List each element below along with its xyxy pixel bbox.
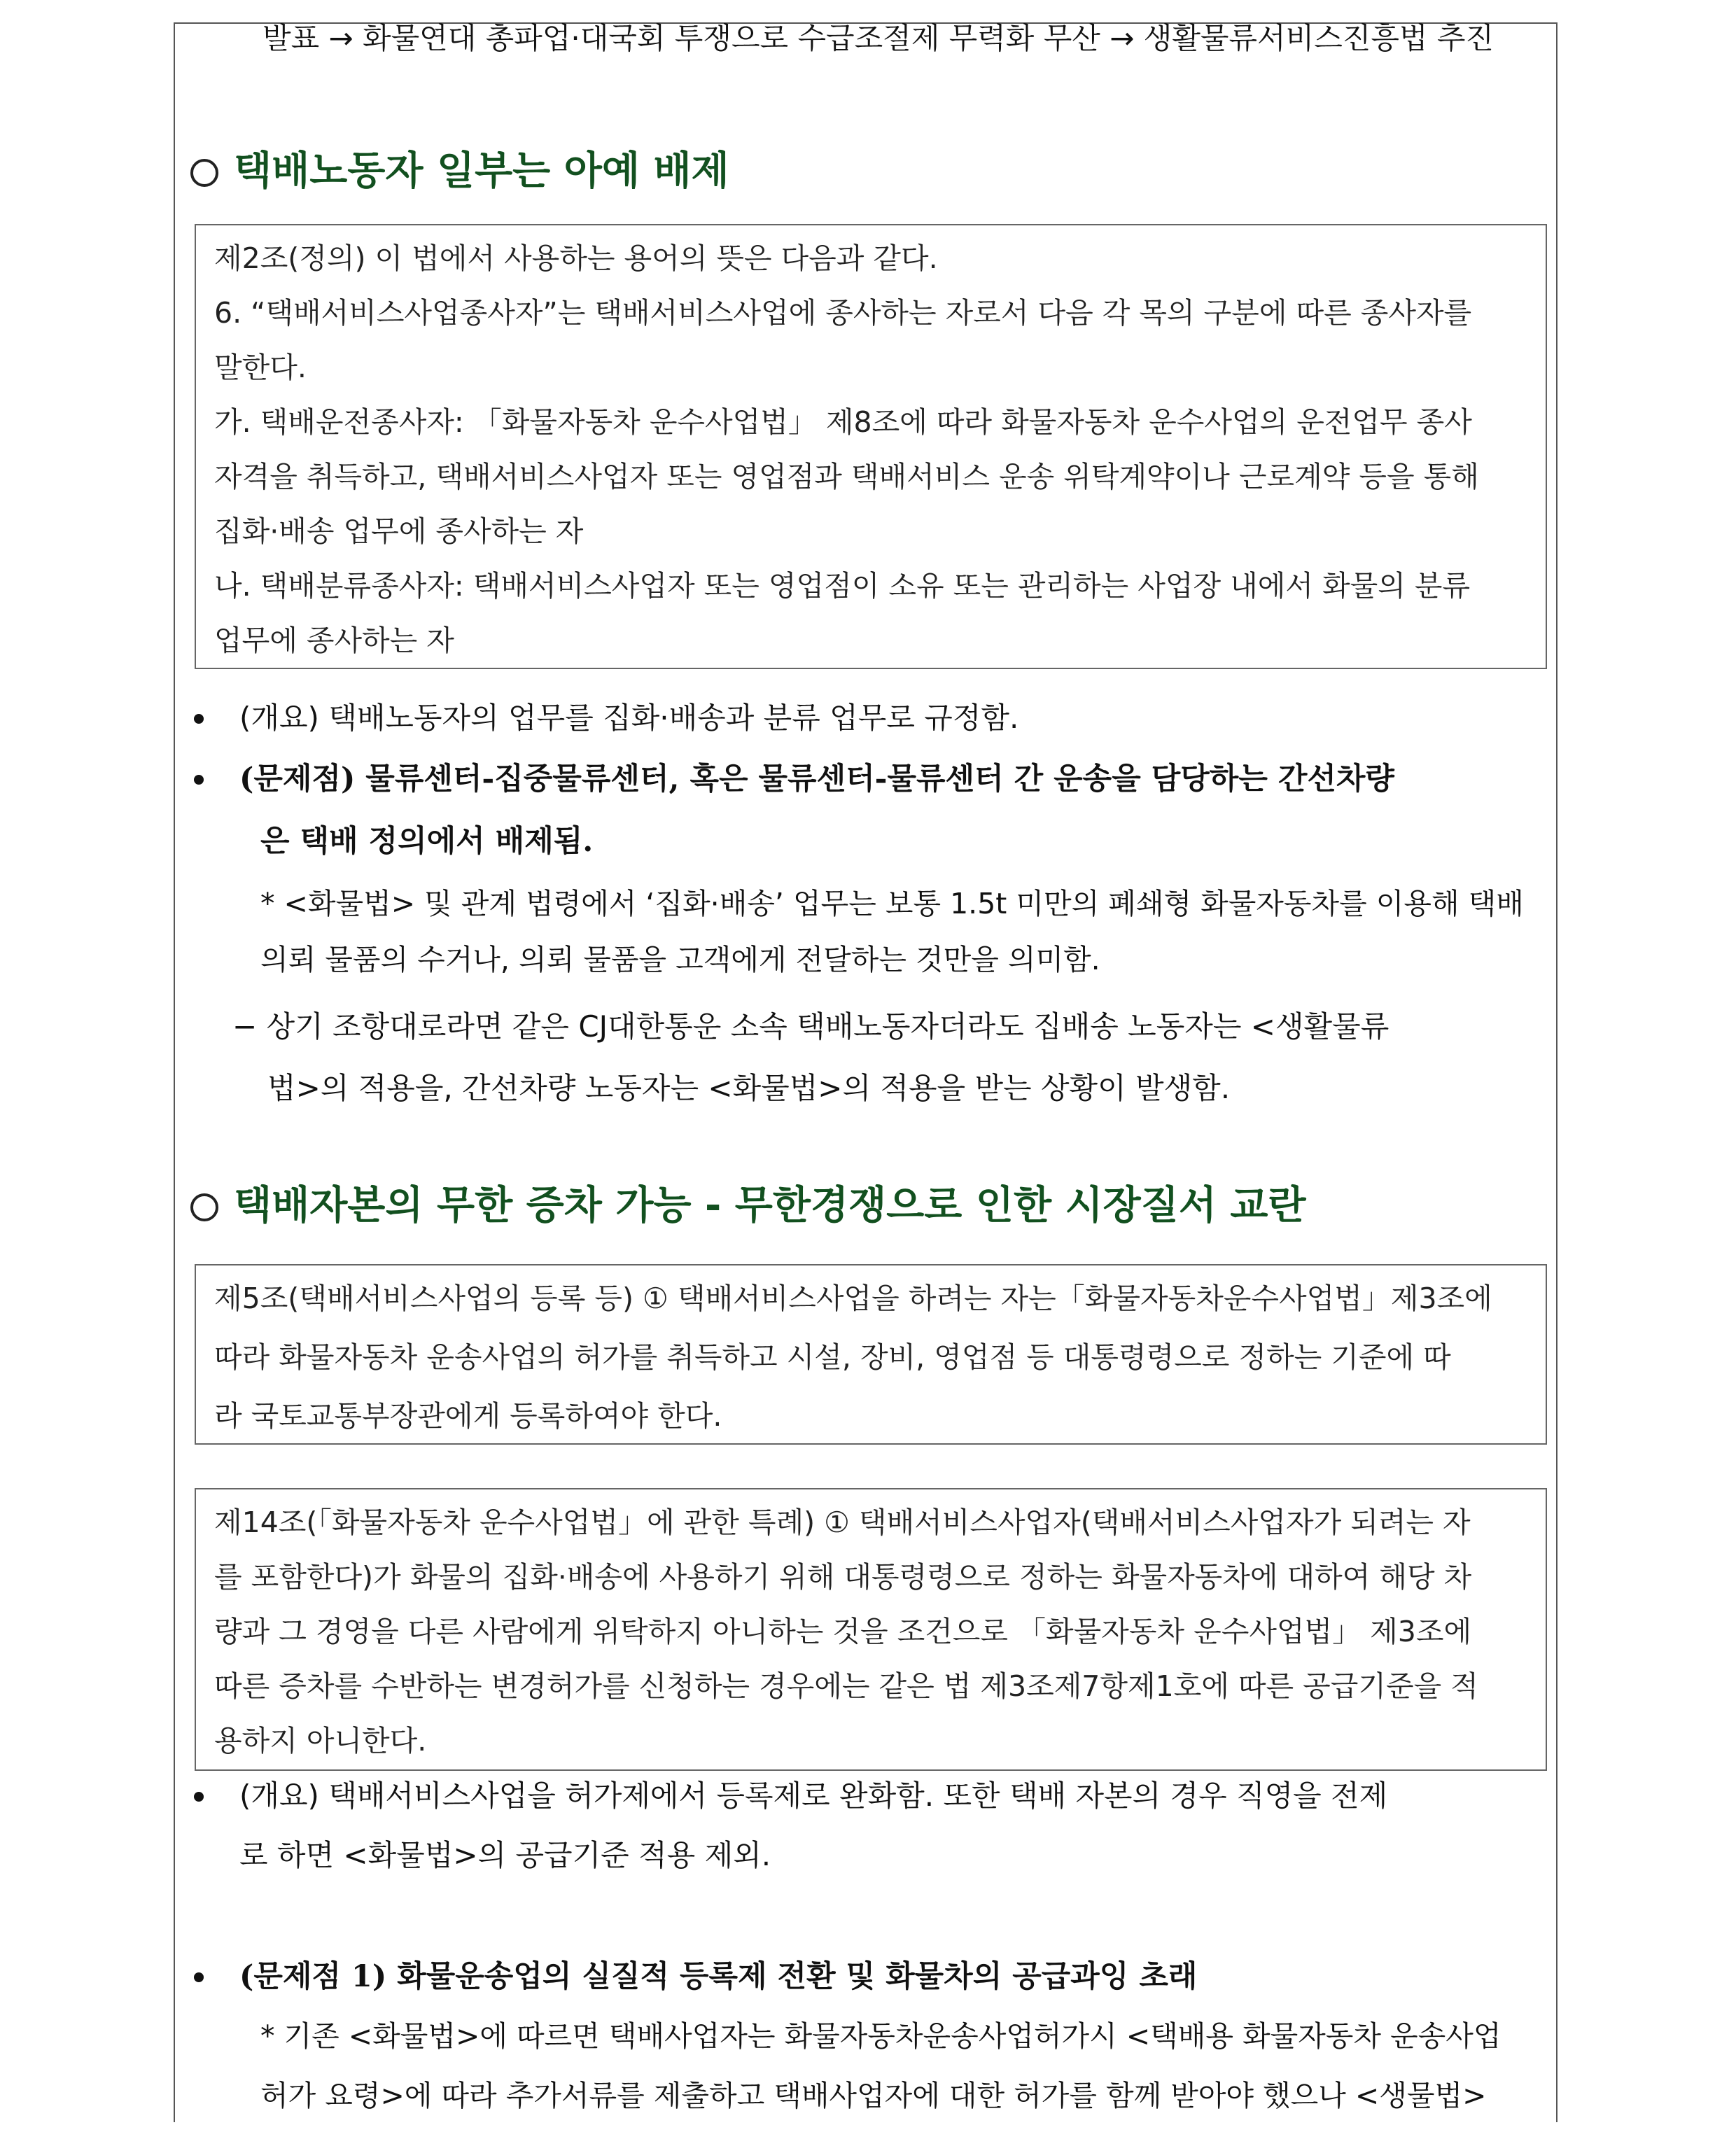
section-heading-1-text: 택배노동자 일부는 아예 배제 [234, 148, 729, 194]
law-line: 따른 증차를 수반하는 변경허가를 신청하는 경우에는 같은 법 제3조제7항제1호에 따른 공급기준을 적 [214, 1669, 1478, 1703]
law-line: 6. “택배서비스사업종사자”는 택배서비스사업에 종사하는 자로서 다음 각 목의 구분에 따른 종사자를 [214, 296, 1472, 330]
law-line: 제5조(택배서비스사업의 등록 등) ① 택배서비스사업을 하려는 자는「화물자동차운수사업법」제3조에 [214, 1282, 1492, 1315]
law-line: 따라 화물자동차 운송사업의 허가를 취득하고 시설, 장비, 영업점 등 대통령령으로 정하는 기준에 따 [214, 1340, 1451, 1374]
bullet-overview-line-1: (개요) 택배서비스사업을 허가제에서 등록제로 완화함. 또한 택배 자본의 경우 직영을 전제 [239, 1779, 1388, 1813]
law-line: 제14조(「화물자동차 운수사업법」에 관한 특례) ① 택배서비스사업자(택배서비스사업자가 되려는 자 [214, 1506, 1471, 1539]
law-line: 를 포함한다)가 화물의 집화·배송에 사용하기 위해 대통령령으로 정하는 화물자동차에 대하여 해당 차 [214, 1560, 1472, 1594]
law-box-article-2 [195, 224, 1547, 669]
footnote-line-1: * 기존 <화물법>에 따르면 택배사업자는 화물자동차운송사업허가시 <택배용 화물자동차 운송사업 [260, 2019, 1502, 2053]
bullet-dot-icon [194, 1792, 204, 1802]
bullet-overview-line-2: 로 하면 <화물법>의 공급기준 적용 제외. [239, 1838, 771, 1872]
law-line: 용하지 아니한다. [214, 1724, 427, 1758]
bullet-dot-icon [194, 714, 204, 724]
section-heading-2 [190, 1181, 1306, 1230]
section-heading-2-text: 택배자본의 무한 증차 가능 - 무한경쟁으로 인한 시장질서 교란 [234, 1183, 1306, 1228]
bullet-overview: (개요) 택배노동자의 업무를 집화·배송과 분류 업무로 규정함. [239, 701, 1019, 735]
law-line: 제2조(정의) 이 법에서 사용하는 용어의 뜻은 다음과 같다. [214, 241, 938, 275]
law-line: 업무에 종사하는 자 [214, 624, 454, 657]
law-line: 나. 택배분류종사자: 택배서비스사업자 또는 영업점이 소유 또는 관리하는 사업장 내에서 화물의 분류 [214, 569, 1471, 603]
footnote-line-2: 의뢰 물품의 수거나, 의뢰 물품을 고객에게 전달하는 것만을 의미함. [260, 943, 1100, 976]
law-line: 가. 택배운전종사자: 「화물자동차 운수사업법」 제8조에 따라 화물자동차 운수사업의 운전업무 종사 [214, 405, 1472, 439]
bullet-dot-icon [194, 1972, 204, 1982]
law-line: 자격을 취득하고, 택배서비스사업자 또는 영업점과 택배서비스 운송 위탁계약이나 근로계약 등을 통해 [214, 460, 1479, 493]
dash-line-2: 법>의 적용을, 간선차량 노동자는 <화물법>의 적용을 받는 상황이 발생함. [267, 1071, 1231, 1105]
law-line: 집화·배송 업무에 종사하는 자 [214, 514, 584, 548]
law-box-article-14 [195, 1488, 1547, 1771]
intro-line: 발표 → 화물연대 총파업·대국회 투쟁으로 수급조절제 무력화 무산 → 생활물류서비스진흥법 추진 [262, 21, 1494, 55]
dash-line-1: − 상기 조항대로라면 같은 CJ대한통운 소속 택배노동자더라도 집배송 노동자는 <생활물류 [232, 1009, 1390, 1044]
bullet-problem-line-1: (문제점) 물류센터-집중물류센터, 혹은 물류센터-물류센터 간 운송을 담당하는 간선차량 [239, 762, 1394, 797]
bullet-problem-1: (문제점 1) 화물운송업의 실질적 등록제 전환 및 화물차의 공급과잉 초래 [239, 1959, 1198, 1994]
law-line: 라 국토교통부장관에게 등록하여야 한다. [214, 1399, 722, 1433]
law-box-article-5 [195, 1264, 1547, 1445]
footnote-line-1: * <화물법> 및 관계 법령에서 ‘집화·배송’ 업무는 보통 1.5t 미만의 폐쇄형 화물자동차를 이용해 택배 [260, 887, 1524, 920]
circle-bullet-icon [190, 159, 218, 187]
circle-bullet-icon [190, 1193, 218, 1221]
bullet-problem-line-2: 은 택배 정의에서 배제됨. [260, 824, 594, 859]
bullet-dot-icon [194, 775, 204, 785]
law-line: 량과 그 경영을 다른 사람에게 위탁하지 아니하는 것을 조건으로 「화물자동차 운수사업법」 제3조에 [214, 1615, 1472, 1648]
section-heading-1 [190, 147, 729, 196]
law-line: 말한다. [214, 351, 307, 384]
footnote-line-2: 허가 요령>에 따라 추가서류를 제출하고 택배사업자에 대한 허가를 함께 받아야 했으나 <생물법> [260, 2079, 1487, 2112]
